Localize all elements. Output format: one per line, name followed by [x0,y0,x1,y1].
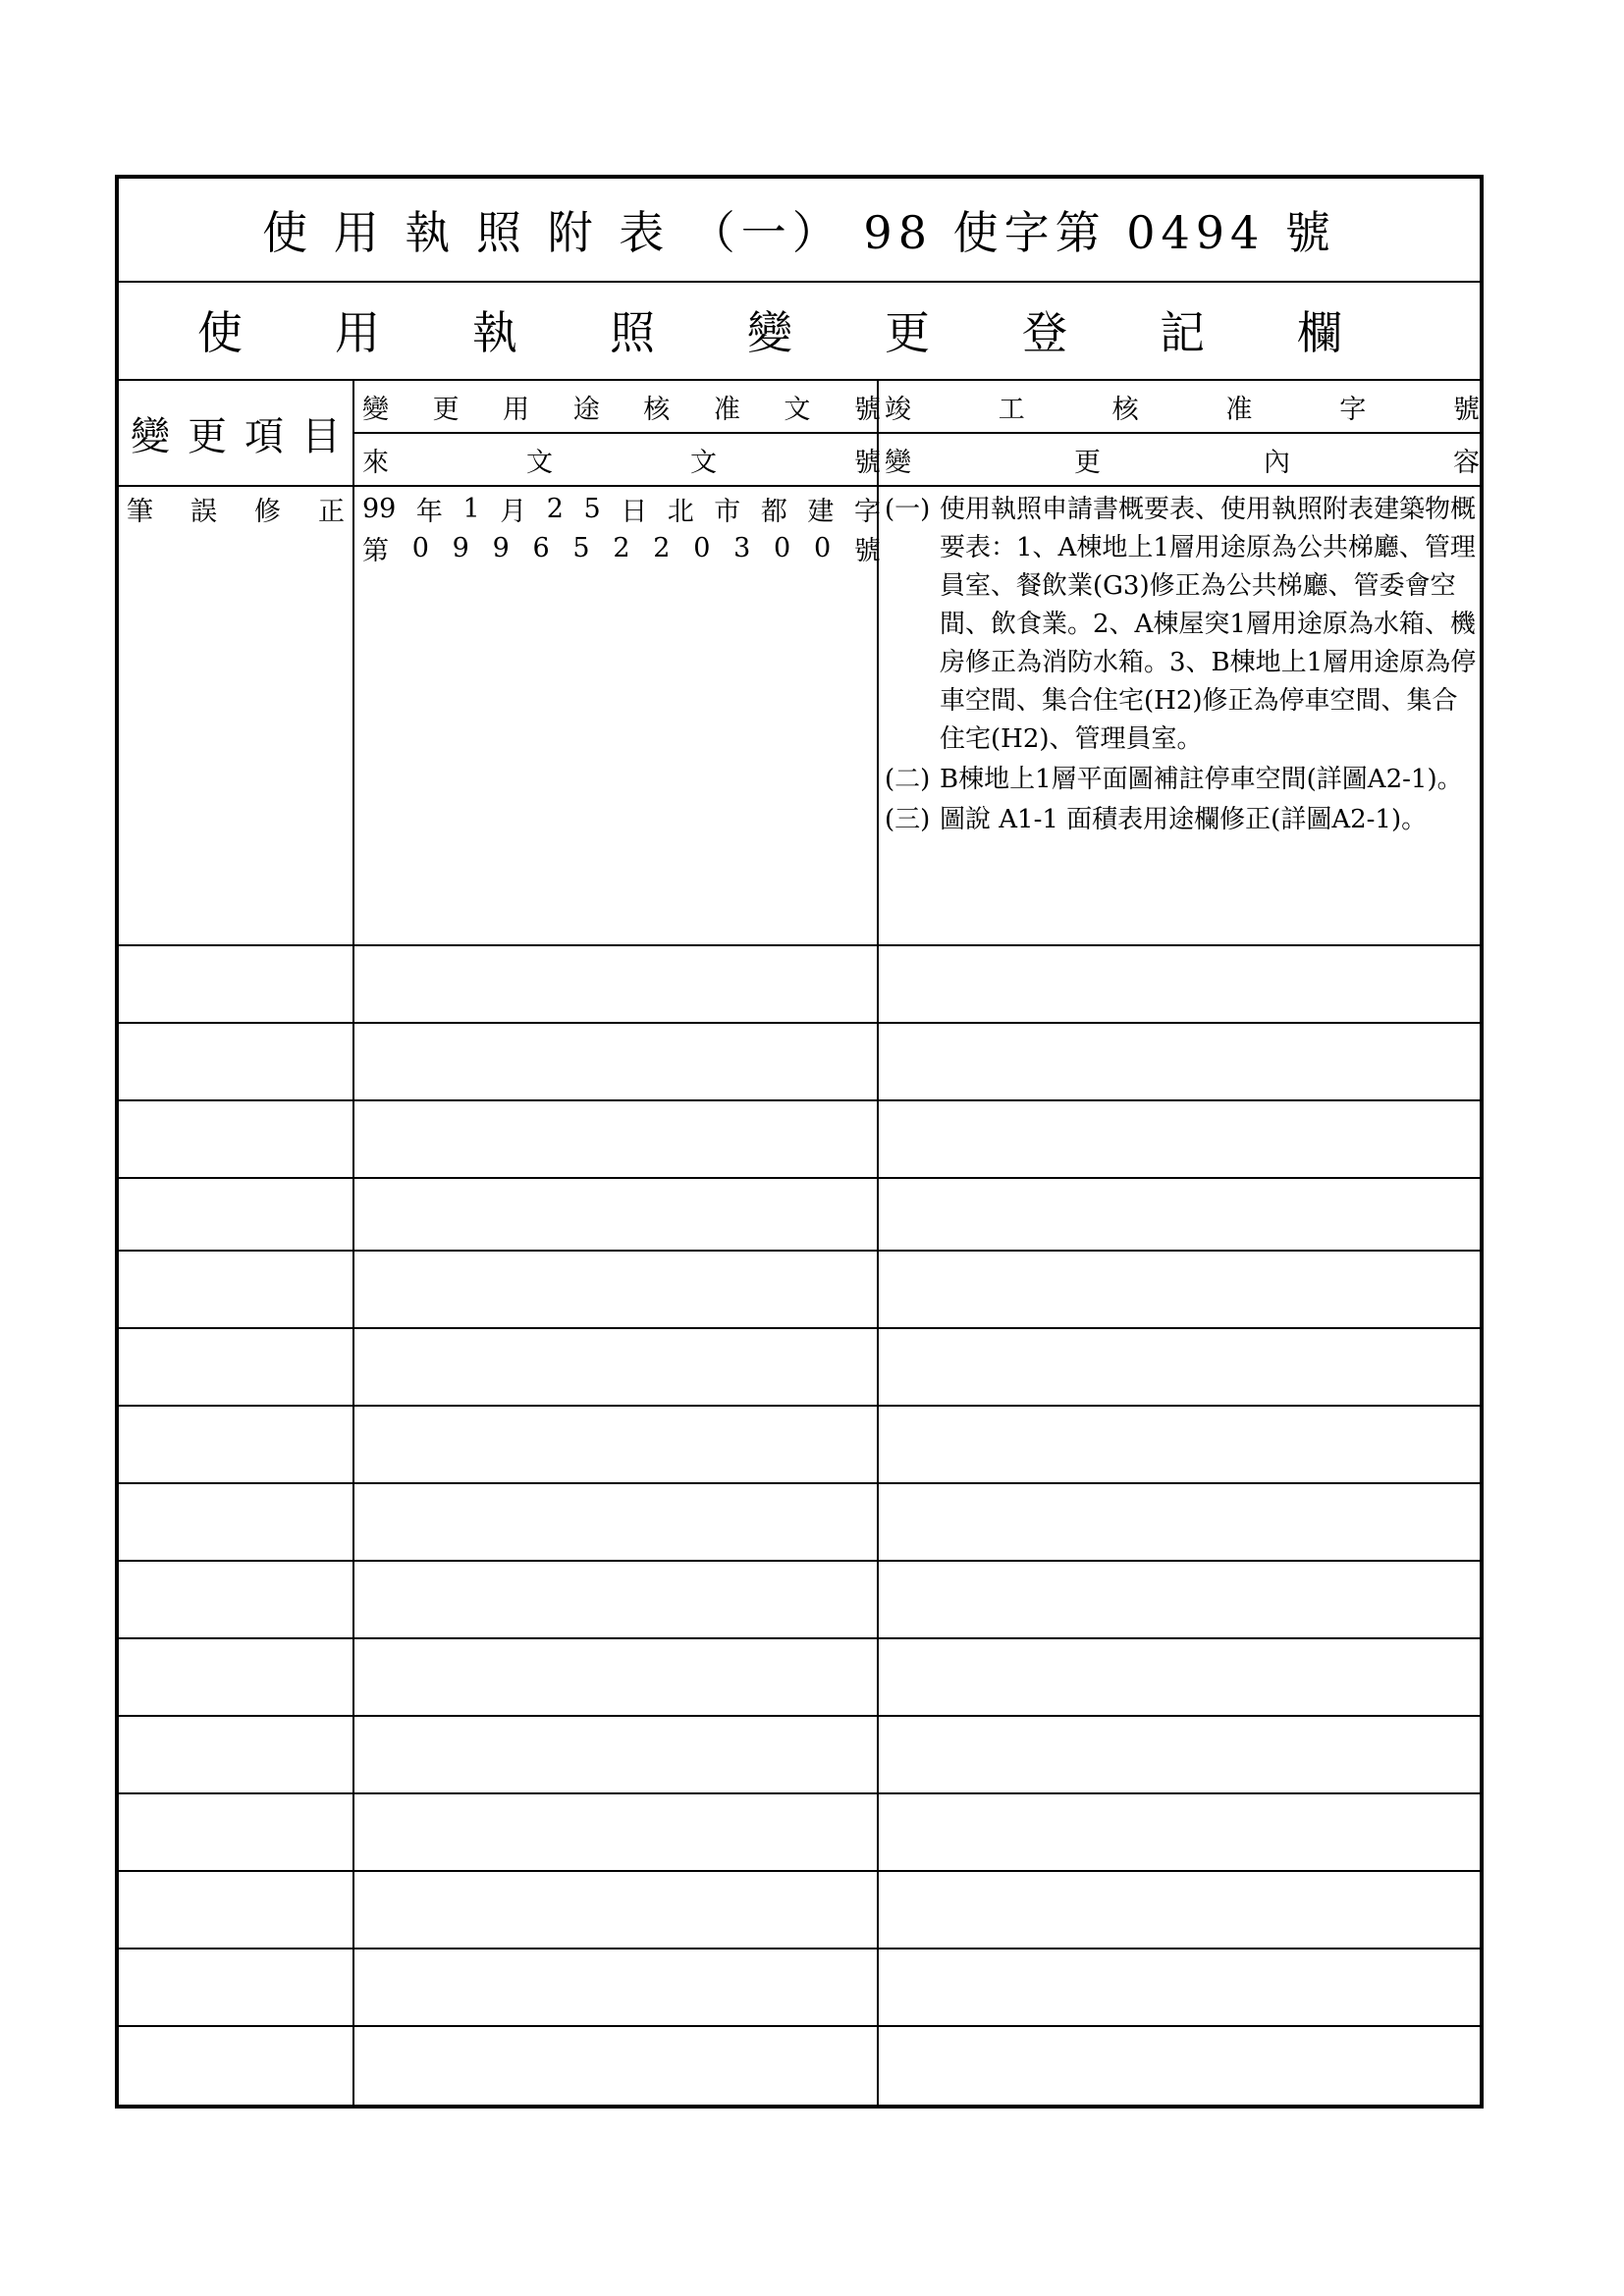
header-char: 容 [1453,447,1480,478]
row-divider [119,1637,1480,1639]
entry-char: 9 [452,532,469,563]
section-title-char: 登 [1022,306,1067,359]
entry-char: 0 [813,532,832,563]
entry-char: 0 [693,532,711,563]
header-char: 文 [526,447,553,478]
header-char: 途 [572,394,600,425]
content-item [885,761,1480,799]
row-divider [119,1022,1480,1024]
row-divider [119,1177,1480,1179]
entry-doc-line-2 [362,528,881,567]
entry-char: 建 [807,496,835,527]
header-approval-doc-no [362,381,881,432]
header-char: 文 [784,394,811,425]
header-char: 變 [131,413,170,459]
row-divider [119,1560,1480,1562]
document-title [119,179,1480,281]
entry-char: 正 [318,496,345,527]
header-char: 字 [1339,394,1367,425]
content-item-text: 圖說 A1-1 面積表用途欄修正(詳圖A2-1)。 [940,805,1428,834]
entry-change-content [885,491,1480,839]
entry-char: 3 [733,532,751,563]
row-divider [119,1792,1480,1794]
section-title-char: 用 [335,306,380,359]
entry-char: 北 [667,496,694,527]
content-item-text: B棟地上1層平面圖補註停車空間(詳圖A2-1)。 [940,765,1463,794]
entry-char: 2 [546,493,564,524]
entry-char: 2 [653,532,671,563]
row-divider [119,2025,1480,2027]
entry-char: 第 [362,535,389,566]
header-completion-no [885,381,1480,432]
entry-char: 5 [572,532,590,563]
header-change-content [885,434,1480,485]
section-title-char: 更 [885,306,930,359]
header-char: 目 [301,413,341,459]
header-char: 准 [713,394,740,425]
row-divider [119,1250,1480,1252]
header-char: 項 [244,413,284,459]
entry-char: 0 [774,532,791,563]
row-divider [119,1715,1480,1717]
header-char: 變 [362,394,389,425]
entry-change-item [127,489,345,528]
section-title-char: 變 [747,306,792,359]
header-char: 更 [432,394,460,425]
entry-char: 5 [583,493,601,524]
header-char: 號 [853,394,881,425]
content-item-number: (三) [885,805,931,834]
entry-char: 字 [853,496,881,527]
entry-char: 筆 [127,496,153,527]
row-divider [119,1099,1480,1101]
header-incoming-doc-no [362,434,881,485]
divider [119,485,1480,487]
header-char: 內 [1264,447,1290,478]
row-divider [119,944,1480,946]
section-title-char: 執 [472,306,517,359]
header-char: 竣 [885,394,911,425]
row-divider [119,1948,1480,1949]
entry-char: 日 [621,496,648,527]
entry-char: 9 [492,532,510,563]
header-char: 用 [503,394,530,425]
section-title-char: 使 [197,306,243,359]
section-title-char: 記 [1160,306,1205,359]
entry-char: 誤 [190,496,217,527]
header-char: 核 [643,394,671,425]
row-divider [119,1405,1480,1407]
entry-char: 99 [362,493,397,524]
section-title [197,281,1342,379]
entry-char: 修 [254,496,281,527]
license-attachment-table [115,175,1484,2109]
header-char: 更 [188,413,227,459]
header-char: 核 [1111,394,1139,425]
entry-char: 都 [760,496,787,527]
header-char: 號 [1452,394,1480,425]
entry-char: 6 [532,532,550,563]
row-divider [119,1870,1480,1872]
content-item-text: 使用執照申請書概要表、使用執照附表建築物概要表：1、A棟地上1層用途原為公共梯廳、管理員室、餐飲業(G3)修正為公共梯廳、管委會空間、飲食業。2、A棟屋突1層用途原為水箱、機房修正為消防水箱。3、B棟地上1層用途原為停車空間、集合住宅(H2)修正為停車空間、集合住宅(H2)、管理員室。 [940,495,1477,754]
header-char: 來 [362,447,389,478]
content-item [885,801,1480,839]
header-char: 文 [690,447,717,478]
header-char: 變 [885,447,911,478]
row-divider [119,1482,1480,1484]
content-item-number: (一) [885,495,931,524]
entry-doc-line-1 [362,489,881,528]
section-title-char: 欄 [1297,306,1342,359]
column-divider [352,379,354,2105]
header-char: 准 [1225,394,1253,425]
entry-char: 年 [415,496,443,527]
column-divider [877,379,879,2105]
header-char: 更 [1074,447,1101,478]
header-char: 號 [854,447,881,478]
header-char: 工 [998,394,1025,425]
divider [352,432,1480,434]
entry-char: 號 [853,535,881,566]
entry-char: 0 [411,532,429,563]
entry-char: 1 [462,493,480,524]
entry-char: 月 [500,496,527,527]
document-title-text: 使 用 執 照 附 表 （一） 98 使字第 0494 號 [262,206,1336,259]
entry-char: 市 [714,496,741,527]
entry-char: 2 [613,532,630,563]
section-title-char: 照 [610,306,655,359]
content-item [885,491,1480,759]
content-item-number: (二) [885,765,931,794]
row-divider [119,1327,1480,1329]
header-change-item [127,379,345,487]
